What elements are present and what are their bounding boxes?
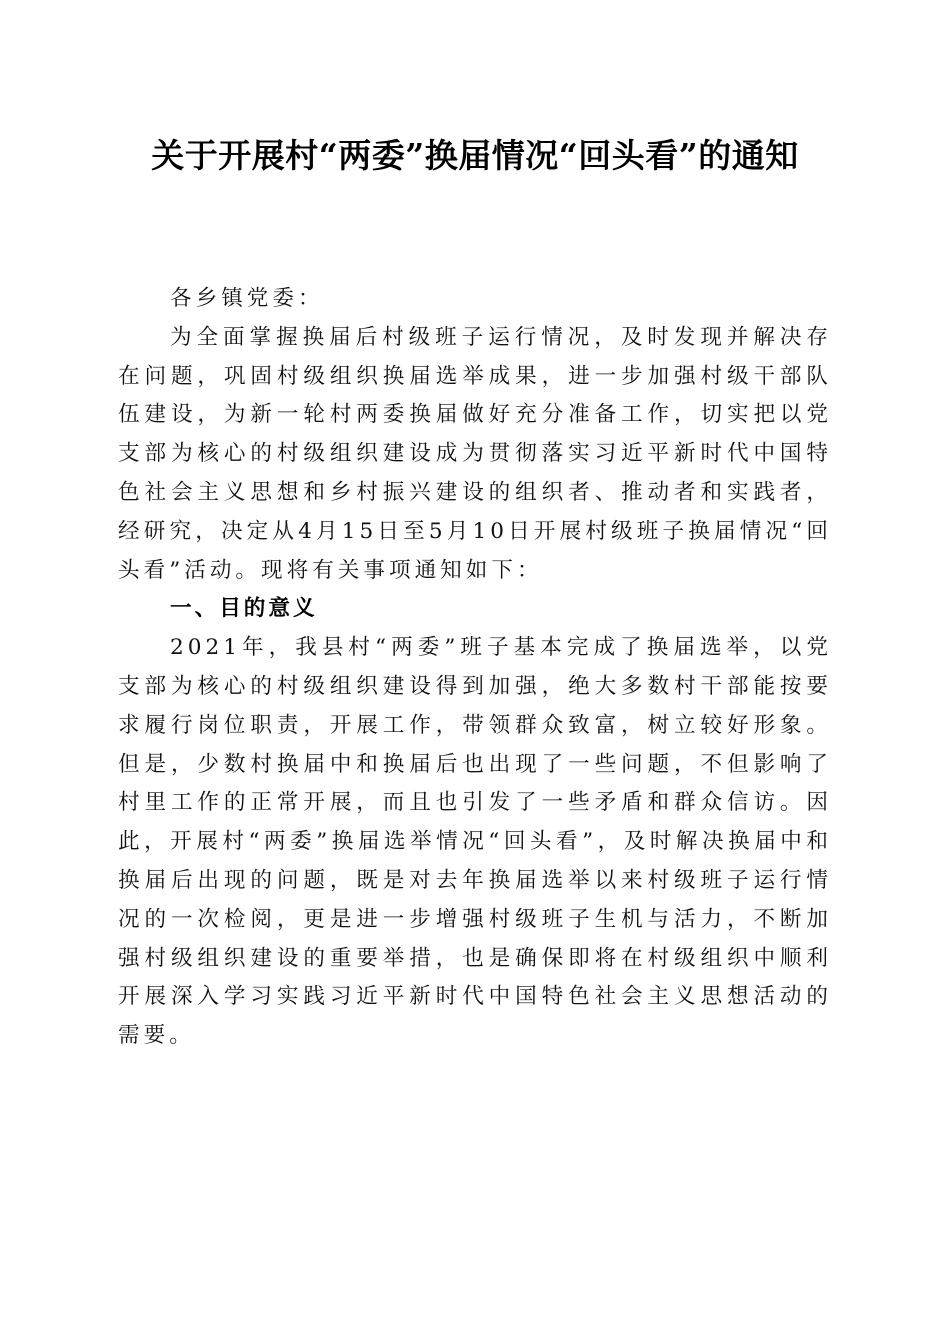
section-heading: 一、目的意义 xyxy=(170,596,318,622)
section-paragraph: 2021年，我县村“两委”班子基本完成了换届选举，以党支部为核心的村级组织建设得到加强，绝大多数村干部能按要求履行岗位职责，开展工作，带领群众致富，树立较好形象。但是，少数村换届中和换届后也出现了一些问题，不但影响了村里工作的正常开展，而且也引发了一些矛盾和群众信访。因此，开展村“两委”换届选举情况“回头看”，及时解决换届中和换届后出现的问题，既是对去年换届选举以来村级班子运行情况的一次检阅，更是进一步增强村级班子生机与活力，不断加强村级组织建设的重要举措，也是确保即将在村级组织中顺利开展深入学习实践习近平新时代中国特色社会主义思想活动的需要。 xyxy=(118,635,832,1049)
salutation: 各乡镇党委： xyxy=(170,286,324,311)
document-title: 关于开展村“两委”换届情况“回头看”的通知 xyxy=(151,136,799,175)
intro-paragraph: 为全面掌握换届后村级班子运行情况，及时发现并解决存在问题，巩固村级组织换届选举成果，进一步加强村级干部队伍建设，为新一轮村两委换届做好充分准备工作，切实把以党支部为核心的村级组织建设成为贯彻落实习近平新时代中国特色社会主义思想和乡村振兴建设的组织者、推动者和实践者，经研究，决定从4月15日至5月10日开展村级班子换届情况“回头看”活动。现将有关事项通知如下： xyxy=(118,324,832,583)
document-body xyxy=(118,280,832,1056)
